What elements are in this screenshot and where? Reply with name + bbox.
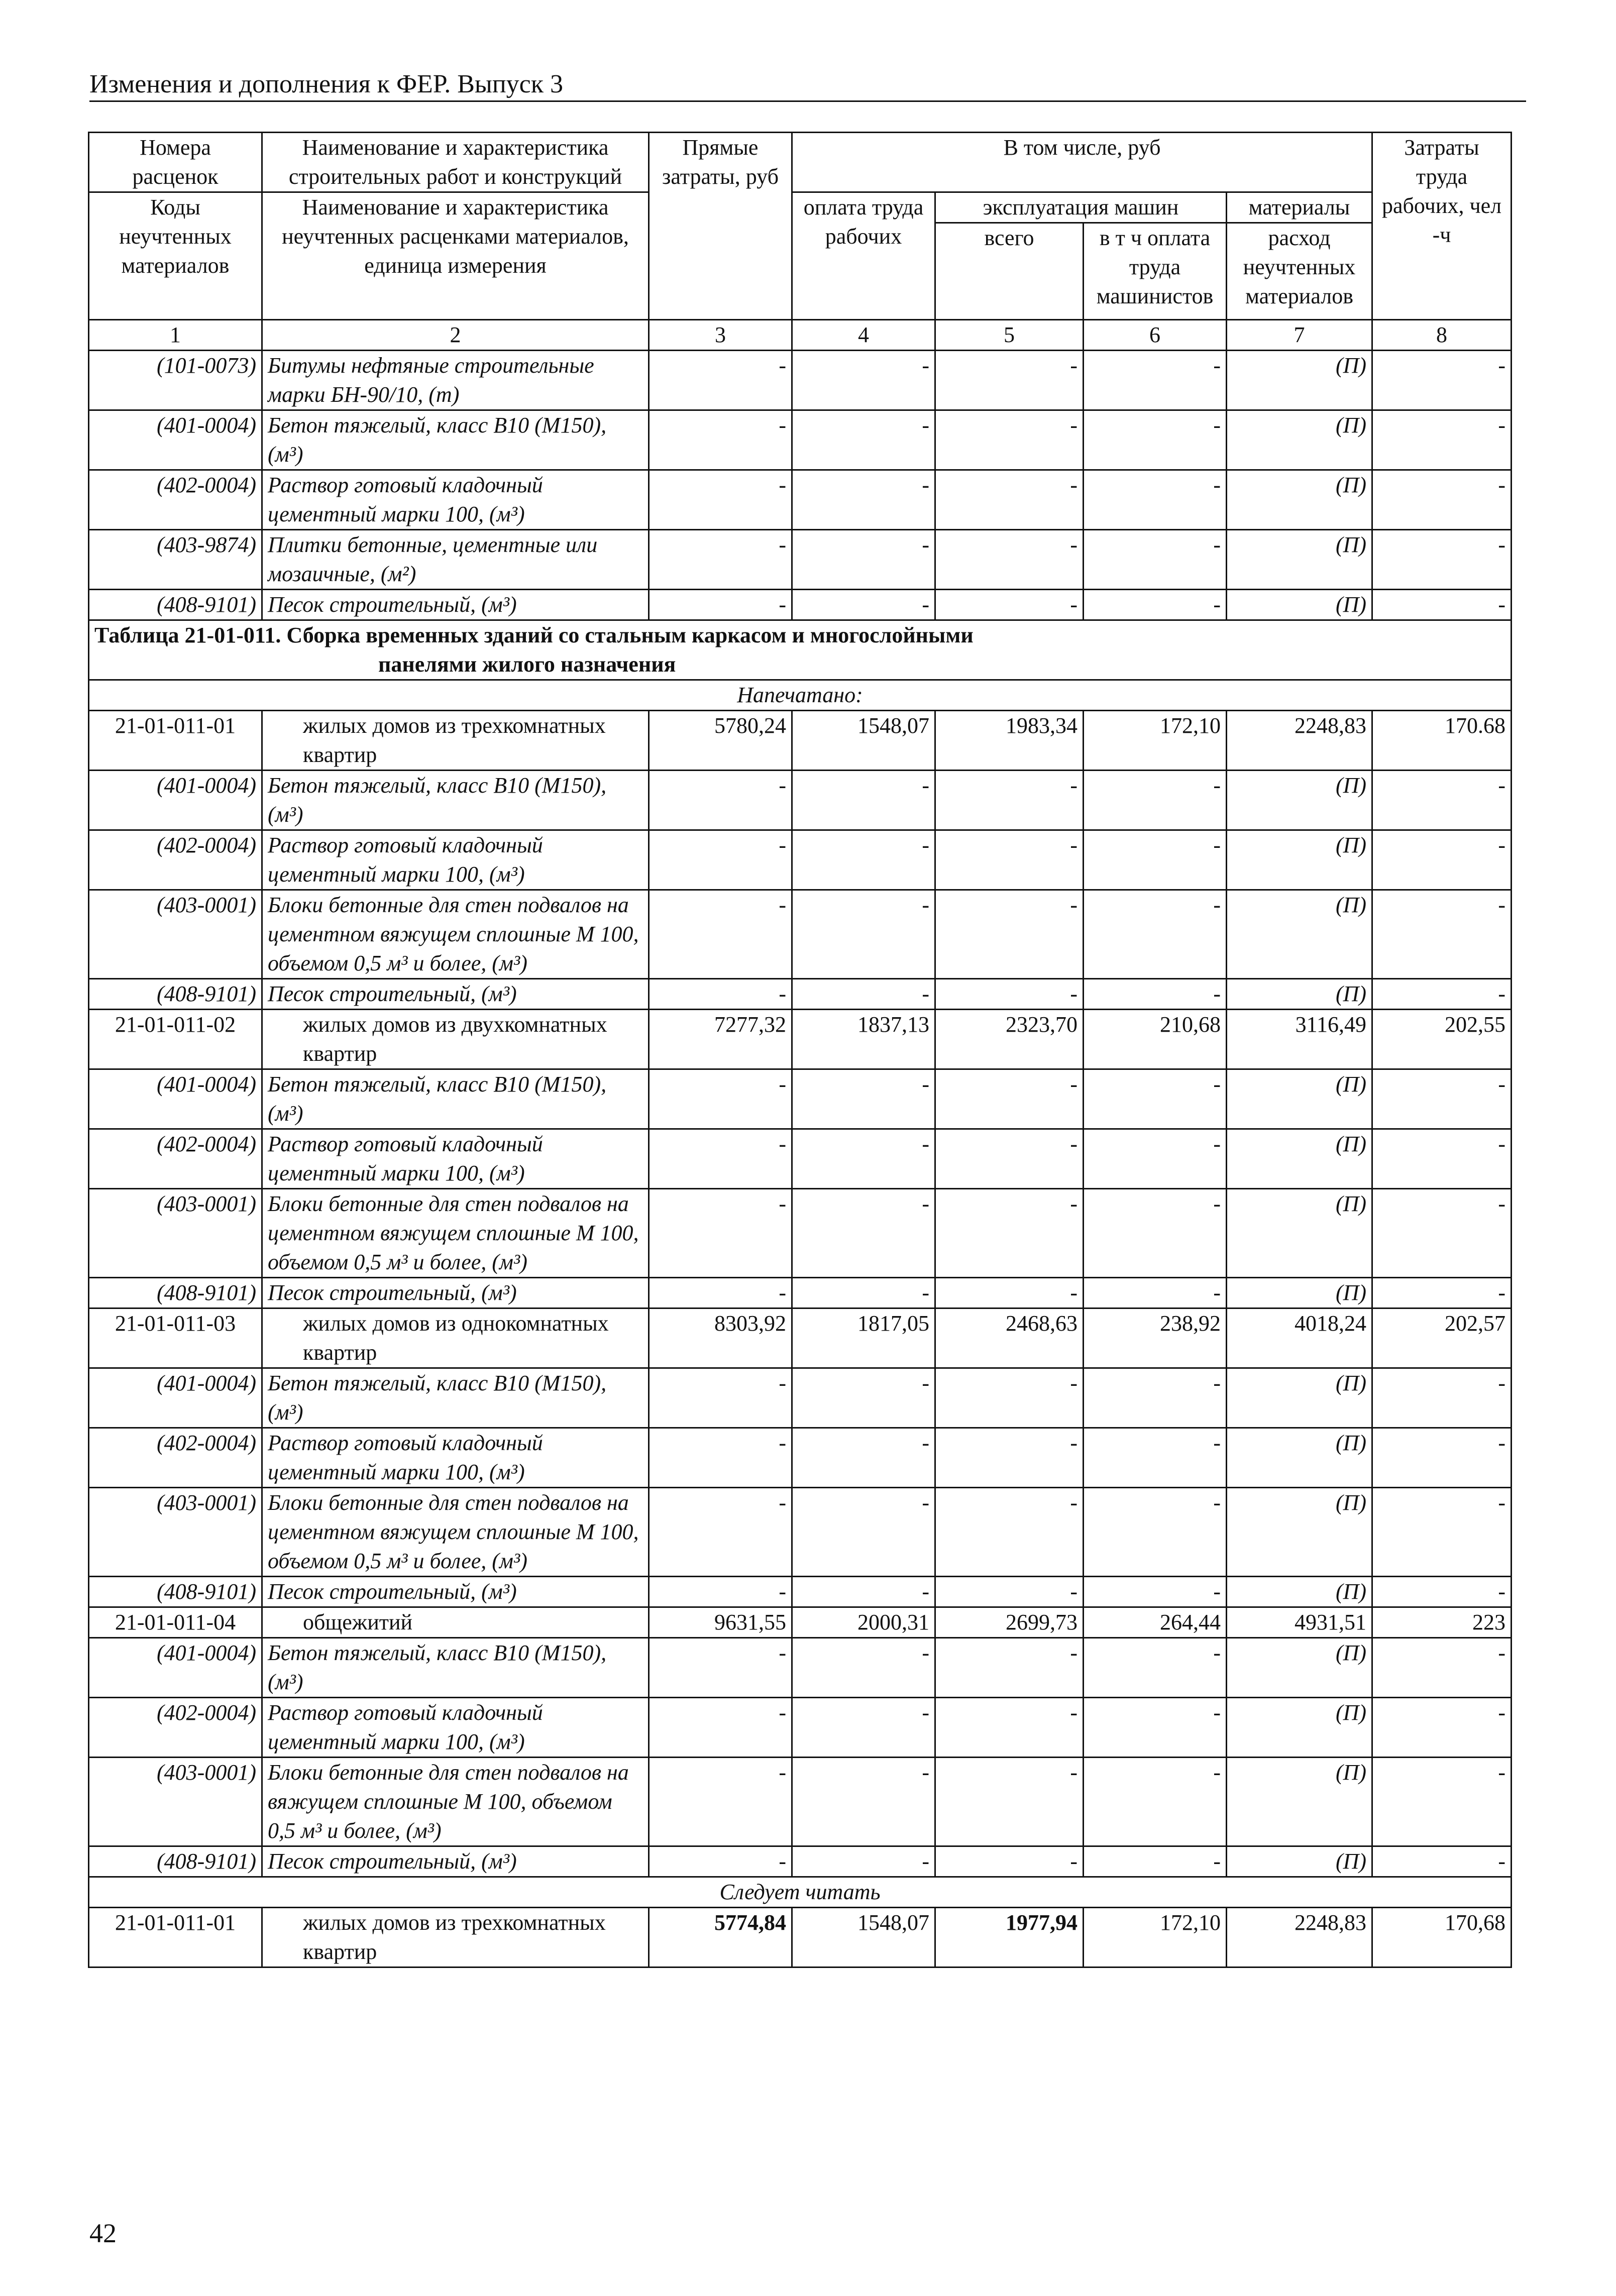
row-value: 2248,83 <box>1227 1908 1372 1967</box>
row-name <box>262 1577 649 1607</box>
row-value: - <box>1084 1577 1227 1607</box>
row-value: - <box>1372 590 1512 620</box>
row-value: - <box>649 1368 792 1428</box>
row-value: - <box>1372 1428 1512 1488</box>
row-value: - <box>649 530 792 590</box>
row-value: 1548,07 <box>792 711 935 771</box>
row-name <box>262 1278 649 1308</box>
row-code: (402-0004) <box>89 1129 262 1189</box>
row-value: 4931,51 <box>1227 1607 1372 1638</box>
row-value: (П) <box>1227 1129 1372 1189</box>
row-value: 2248,83 <box>1227 711 1372 771</box>
row-code: (101-0073) <box>89 351 262 410</box>
row-value: 7277,32 <box>649 1010 792 1069</box>
row-name <box>262 410 649 470</box>
row-value: - <box>1372 530 1512 590</box>
row-value: (П) <box>1227 771 1372 830</box>
row-value: - <box>1084 410 1227 470</box>
col5-header: всего <box>935 223 1084 320</box>
row-code: (402-0004) <box>89 1428 262 1488</box>
row-value: - <box>935 1189 1084 1278</box>
row-value: - <box>935 1698 1084 1758</box>
row-value: - <box>649 470 792 530</box>
row-value: - <box>935 830 1084 890</box>
row-name <box>262 771 649 830</box>
row-name <box>262 1607 649 1638</box>
row-value: - <box>792 1577 935 1607</box>
row-value: (П) <box>1227 1069 1372 1129</box>
row-name-text: Бетон тяжелый, класс В10 (М150), (м³) <box>268 773 607 827</box>
row-value: (П) <box>1227 1368 1372 1428</box>
row-value: - <box>935 1846 1084 1877</box>
row-value: - <box>1372 771 1512 830</box>
row-code: 21-01-011-01 <box>89 711 262 771</box>
row-name-text: Раствор готовый кладочный цементный марки 100, (м³) <box>268 1700 543 1754</box>
row-value: - <box>1084 1698 1227 1758</box>
material-row <box>89 771 1512 830</box>
row-value: - <box>649 979 792 1010</box>
col4-header: оплата труда рабочих <box>792 192 935 320</box>
row-name-text: жилых домов из трехкомнатных квартир <box>303 1910 606 1964</box>
row-value: - <box>1084 1488 1227 1577</box>
row-value: - <box>1372 1278 1512 1308</box>
row-name-text: Раствор готовый кладочный цементный марки 100, (м³) <box>268 1431 543 1484</box>
row-name <box>262 590 649 620</box>
row-value: - <box>792 1129 935 1189</box>
row-name <box>262 1638 649 1698</box>
row-name <box>262 1488 649 1577</box>
row-value: - <box>935 1638 1084 1698</box>
machines-header: эксплуатация машин <box>935 192 1227 223</box>
col1-header-top: Номера расценок <box>89 133 262 192</box>
row-value: - <box>649 1488 792 1577</box>
row-value: 1837,13 <box>792 1010 935 1069</box>
col-num: 1 <box>89 320 262 351</box>
row-code: (401-0004) <box>89 1638 262 1698</box>
col-num: 8 <box>1372 320 1512 351</box>
row-value: - <box>649 1577 792 1607</box>
row-value: - <box>935 1428 1084 1488</box>
row-value: 238,92 <box>1084 1308 1227 1368</box>
row-name-text: жилых домов из однокомнатных квартир <box>303 1311 609 1365</box>
col8-header: Затраты труда рабочих, чел -ч <box>1372 133 1512 320</box>
material-row <box>89 830 1512 890</box>
rate-row <box>89 1308 1512 1368</box>
row-value: 202,57 <box>1372 1308 1512 1368</box>
material-row <box>89 1129 1512 1189</box>
row-name-text: Блоки бетонные для стен подвалов на цементном вяжущем сплошные М 100, объемом 0,5 м³ и более, (м³) <box>268 1490 639 1573</box>
row-name-text: Песок строительный, (м³) <box>268 1849 517 1874</box>
row-name-text: Блоки бетонные для стен подвалов на цементном вяжущем сплошные М 100, объемом 0,5 м³ и более, (м³) <box>268 893 639 975</box>
material-row <box>89 1698 1512 1758</box>
row-value: - <box>1084 1758 1227 1846</box>
row-value: - <box>649 410 792 470</box>
row-value: - <box>935 979 1084 1010</box>
col-num: 2 <box>262 320 649 351</box>
row-value: - <box>1084 1368 1227 1428</box>
row-value: - <box>649 1278 792 1308</box>
row-value: - <box>935 410 1084 470</box>
page-header <box>89 69 1526 102</box>
row-value: (П) <box>1227 590 1372 620</box>
row-value: - <box>1084 979 1227 1010</box>
row-value: - <box>1372 1488 1512 1577</box>
row-value: 4018,24 <box>1227 1308 1372 1368</box>
row-name-text: Песок строительный, (м³) <box>268 592 517 617</box>
row-name-text: Плитки бетонные, цементные или мозаичные, (м²) <box>268 532 598 586</box>
row-name-text: общежитий <box>303 1610 413 1634</box>
rate-row <box>89 711 1512 771</box>
printed-label-row <box>89 680 1512 711</box>
row-name-text: Бетон тяжелый, класс В10 (М150), (м³) <box>268 413 607 467</box>
row-name <box>262 1698 649 1758</box>
row-value: (П) <box>1227 830 1372 890</box>
material-row <box>89 1488 1512 1577</box>
col3-header: Прямые затраты, руб <box>649 133 792 320</box>
row-value: - <box>1084 1189 1227 1278</box>
row-value: - <box>935 470 1084 530</box>
row-code: (403-0001) <box>89 890 262 979</box>
row-value: 264,44 <box>1084 1607 1227 1638</box>
row-value: - <box>935 590 1084 620</box>
row-value: (П) <box>1227 470 1372 530</box>
row-code: (403-0001) <box>89 1758 262 1846</box>
row-value: - <box>792 1638 935 1698</box>
row-value: - <box>1084 890 1227 979</box>
material-row <box>89 410 1512 470</box>
rate-row <box>89 1010 1512 1069</box>
row-value: (П) <box>1227 890 1372 979</box>
row-value: - <box>649 1758 792 1846</box>
header-row-2 <box>89 192 1512 223</box>
header-row-1 <box>89 133 1512 192</box>
row-name <box>262 1428 649 1488</box>
row-value: 2699,73 <box>935 1607 1084 1638</box>
col1-header-bottom: Коды неучтенных материалов <box>89 192 262 320</box>
row-value: - <box>792 530 935 590</box>
row-value: - <box>935 1577 1084 1607</box>
row-name <box>262 1069 649 1129</box>
row-value: - <box>1084 1846 1227 1877</box>
row-value: - <box>935 1758 1084 1846</box>
row-value: 172,10 <box>1084 711 1227 771</box>
row-value: - <box>1372 1577 1512 1607</box>
row-value: (П) <box>1227 1577 1372 1607</box>
row-code: 21-01-011-02 <box>89 1010 262 1069</box>
row-value: - <box>1372 830 1512 890</box>
row-value: 8303,92 <box>649 1308 792 1368</box>
follow-label-row <box>89 1877 1512 1908</box>
row-name <box>262 1758 649 1846</box>
row-value: (П) <box>1227 1189 1372 1278</box>
group-header: В том числе, руб <box>792 133 1372 192</box>
row-code: (403-0001) <box>89 1189 262 1278</box>
row-value: - <box>792 590 935 620</box>
row-code: (408-9101) <box>89 1278 262 1308</box>
row-value: - <box>1372 1129 1512 1189</box>
row-value: - <box>1084 590 1227 620</box>
row-value: - <box>649 590 792 620</box>
row-value: - <box>1372 410 1512 470</box>
row-value: 2468,63 <box>935 1308 1084 1368</box>
row-value: - <box>792 1758 935 1846</box>
row-value: (П) <box>1227 351 1372 410</box>
material-row <box>89 1278 1512 1308</box>
row-name-text: Бетон тяжелый, класс В10 (М150), (м³) <box>268 1371 607 1425</box>
material-row <box>89 1846 1512 1877</box>
row-value: (П) <box>1227 1428 1372 1488</box>
row-value: - <box>1084 1129 1227 1189</box>
rate-row <box>89 1908 1512 1967</box>
row-name <box>262 1010 649 1069</box>
row-name-text: Песок строительный, (м³) <box>268 1280 517 1305</box>
material-row <box>89 1758 1512 1846</box>
row-code: (403-0001) <box>89 1488 262 1577</box>
material-row <box>89 530 1512 590</box>
row-name <box>262 470 649 530</box>
row-code: (408-9101) <box>89 1846 262 1877</box>
row-value: - <box>792 1488 935 1577</box>
row-value: 170,68 <box>1372 1908 1512 1967</box>
row-value: - <box>935 530 1084 590</box>
table-title-row <box>89 620 1512 680</box>
col-num: 5 <box>935 320 1084 351</box>
material-row <box>89 1638 1512 1698</box>
row-value: 1983,34 <box>935 711 1084 771</box>
row-value: - <box>792 1278 935 1308</box>
material-row <box>89 890 1512 979</box>
row-value: - <box>649 1189 792 1278</box>
row-name <box>262 1129 649 1189</box>
row-value: - <box>1084 1069 1227 1129</box>
page-header-title: Изменения и дополнения к ФЕР. Выпуск 3 <box>89 70 564 98</box>
row-code: (401-0004) <box>89 1069 262 1129</box>
row-value: 202,55 <box>1372 1010 1512 1069</box>
row-code: (408-9101) <box>89 590 262 620</box>
col-num: 4 <box>792 320 935 351</box>
row-value: (П) <box>1227 979 1372 1010</box>
row-value: (П) <box>1227 1488 1372 1577</box>
row-code: 21-01-011-04 <box>89 1607 262 1638</box>
row-value: - <box>1372 1069 1512 1129</box>
row-value: - <box>649 1638 792 1698</box>
row-code: (403-9874) <box>89 530 262 590</box>
row-value: 1548,07 <box>792 1908 935 1967</box>
row-value: - <box>649 1428 792 1488</box>
row-value: - <box>1372 1189 1512 1278</box>
row-code: (408-9101) <box>89 979 262 1010</box>
row-name-text: Раствор готовый кладочный цементный марки 100, (м³) <box>268 473 543 526</box>
row-code: (402-0004) <box>89 470 262 530</box>
row-value: - <box>792 830 935 890</box>
row-value: - <box>649 1698 792 1758</box>
row-name-text: жилых домов из трехкомнатных квартир <box>303 713 606 767</box>
row-value: - <box>1084 771 1227 830</box>
row-value: 9631,55 <box>649 1607 792 1638</box>
materials-header: материалы <box>1227 192 1372 223</box>
row-value: 2000,31 <box>792 1607 935 1638</box>
row-name-text: Блоки бетонные для стен подвалов на цементном вяжущем сплошные М 100, объемом 0,5 м³ и более, (м³) <box>268 1191 639 1274</box>
column-numbers-row <box>89 320 1512 351</box>
row-value: - <box>1084 530 1227 590</box>
rate-row <box>89 1607 1512 1638</box>
material-row <box>89 1368 1512 1428</box>
material-row <box>89 590 1512 620</box>
row-name-text: Бетон тяжелый, класс В10 (М150), (м³) <box>268 1641 607 1694</box>
row-value: - <box>935 1488 1084 1577</box>
col-num: 3 <box>649 320 792 351</box>
row-code: 21-01-011-01 <box>89 1908 262 1967</box>
row-value: - <box>935 1278 1084 1308</box>
row-value: - <box>1084 1638 1227 1698</box>
row-name <box>262 1308 649 1368</box>
row-value: 5780,24 <box>649 711 792 771</box>
row-value: (П) <box>1227 410 1372 470</box>
row-value: (П) <box>1227 1846 1372 1877</box>
row-name <box>262 1908 649 1967</box>
row-value: - <box>649 890 792 979</box>
row-value: - <box>792 979 935 1010</box>
row-value: - <box>935 771 1084 830</box>
page-number: 42 <box>89 2218 117 2248</box>
col2-header-top: Наименование и характеристика строительных работ и конструкций <box>262 133 649 192</box>
material-row <box>89 1189 1512 1278</box>
row-value: - <box>1084 470 1227 530</box>
material-row <box>89 1069 1512 1129</box>
row-value: - <box>1084 830 1227 890</box>
table-body <box>89 133 1512 1967</box>
row-value: 1817,05 <box>792 1308 935 1368</box>
price-table <box>88 132 1512 1968</box>
row-name-text: Песок строительный, (м³) <box>268 981 517 1006</box>
row-value: - <box>1084 1278 1227 1308</box>
row-value: - <box>792 1189 935 1278</box>
material-row <box>89 470 1512 530</box>
row-name <box>262 1846 649 1877</box>
col-num: 7 <box>1227 320 1372 351</box>
row-name-text: жилых домов из двухкомнатных квартир <box>303 1012 607 1066</box>
row-value: - <box>792 1069 935 1129</box>
row-code: (408-9101) <box>89 1577 262 1607</box>
row-value: (П) <box>1227 1758 1372 1846</box>
row-value: - <box>1372 1698 1512 1758</box>
row-value: - <box>935 1368 1084 1428</box>
row-value: - <box>792 1368 935 1428</box>
material-row <box>89 351 1512 410</box>
row-value: 5774,84 <box>649 1908 792 1967</box>
row-value: - <box>1372 351 1512 410</box>
material-row <box>89 979 1512 1010</box>
row-name-text: Блоки бетонные для стен подвалов на вяжущем сплошные М 100, объемом 0,5 м³ и более, (м³) <box>268 1760 629 1843</box>
follow-label: Следует читать <box>89 1877 1512 1908</box>
row-value: - <box>1372 470 1512 530</box>
row-value: - <box>1372 1846 1512 1877</box>
row-name <box>262 890 649 979</box>
row-name <box>262 530 649 590</box>
row-code: (401-0004) <box>89 410 262 470</box>
row-name <box>262 830 649 890</box>
row-value: - <box>1372 979 1512 1010</box>
row-value: - <box>1372 890 1512 979</box>
col2-header-bottom: Наименование и характеристика неучтенных расценками материалов, единица измерения <box>262 192 649 320</box>
row-name-text: Раствор готовый кладочный цементный марки 100, (м³) <box>268 1132 543 1185</box>
table-title-line2: панелями жилого назначения <box>378 652 676 677</box>
row-value: - <box>649 1069 792 1129</box>
row-value: - <box>792 410 935 470</box>
row-name-text: Битумы нефтяные строительные марки БН-90/10, (т) <box>268 353 594 407</box>
row-value: - <box>649 351 792 410</box>
row-code: (402-0004) <box>89 1698 262 1758</box>
row-value: - <box>792 890 935 979</box>
row-value: - <box>935 1069 1084 1129</box>
row-value: - <box>1084 351 1227 410</box>
row-value: 2323,70 <box>935 1010 1084 1069</box>
row-value: 172,10 <box>1084 1908 1227 1967</box>
row-value: - <box>649 1129 792 1189</box>
row-name-text: Песок строительный, (м³) <box>268 1579 517 1604</box>
row-value: - <box>935 890 1084 979</box>
row-value: - <box>1372 1758 1512 1846</box>
row-value: - <box>935 351 1084 410</box>
row-value: 1977,94 <box>935 1908 1084 1967</box>
row-name <box>262 711 649 771</box>
row-value: 170.68 <box>1372 711 1512 771</box>
material-row <box>89 1577 1512 1607</box>
row-value: (П) <box>1227 1638 1372 1698</box>
row-value: - <box>649 830 792 890</box>
row-name-text: Раствор готовый кладочный цементный марки 100, (м³) <box>268 833 543 887</box>
row-name <box>262 1189 649 1278</box>
row-name-text: Бетон тяжелый, класс В10 (М150), (м³) <box>268 1072 607 1126</box>
row-code: (402-0004) <box>89 830 262 890</box>
printed-label: Напечатано: <box>89 680 1512 711</box>
row-name <box>262 979 649 1010</box>
row-value: 3116,49 <box>1227 1010 1372 1069</box>
row-value: - <box>1372 1368 1512 1428</box>
row-value: - <box>649 1846 792 1877</box>
row-value: - <box>792 1846 935 1877</box>
row-code: (401-0004) <box>89 771 262 830</box>
material-row <box>89 1428 1512 1488</box>
row-value: - <box>649 771 792 830</box>
row-value: - <box>792 771 935 830</box>
col6-header: в т ч оплата труда машинистов <box>1084 223 1227 320</box>
row-value: - <box>792 470 935 530</box>
row-value: (П) <box>1227 530 1372 590</box>
row-value: (П) <box>1227 1278 1372 1308</box>
row-value: - <box>1372 1638 1512 1698</box>
row-code: (401-0004) <box>89 1368 262 1428</box>
row-value: (П) <box>1227 1698 1372 1758</box>
table-title-line1: Таблица 21-01-011. Сборка временных зданий со стальным каркасом и многослойными <box>94 623 974 647</box>
col7-header: расход неучтенных материалов <box>1227 223 1372 320</box>
table-title <box>89 620 1512 680</box>
row-value: - <box>792 1698 935 1758</box>
col-num: 6 <box>1084 320 1227 351</box>
row-value: 210,68 <box>1084 1010 1227 1069</box>
row-value: - <box>935 1129 1084 1189</box>
row-value: 223 <box>1372 1607 1512 1638</box>
row-value: - <box>792 351 935 410</box>
row-value: - <box>1084 1428 1227 1488</box>
row-value: - <box>792 1428 935 1488</box>
row-code: 21-01-011-03 <box>89 1308 262 1368</box>
row-name <box>262 351 649 410</box>
row-name <box>262 1368 649 1428</box>
